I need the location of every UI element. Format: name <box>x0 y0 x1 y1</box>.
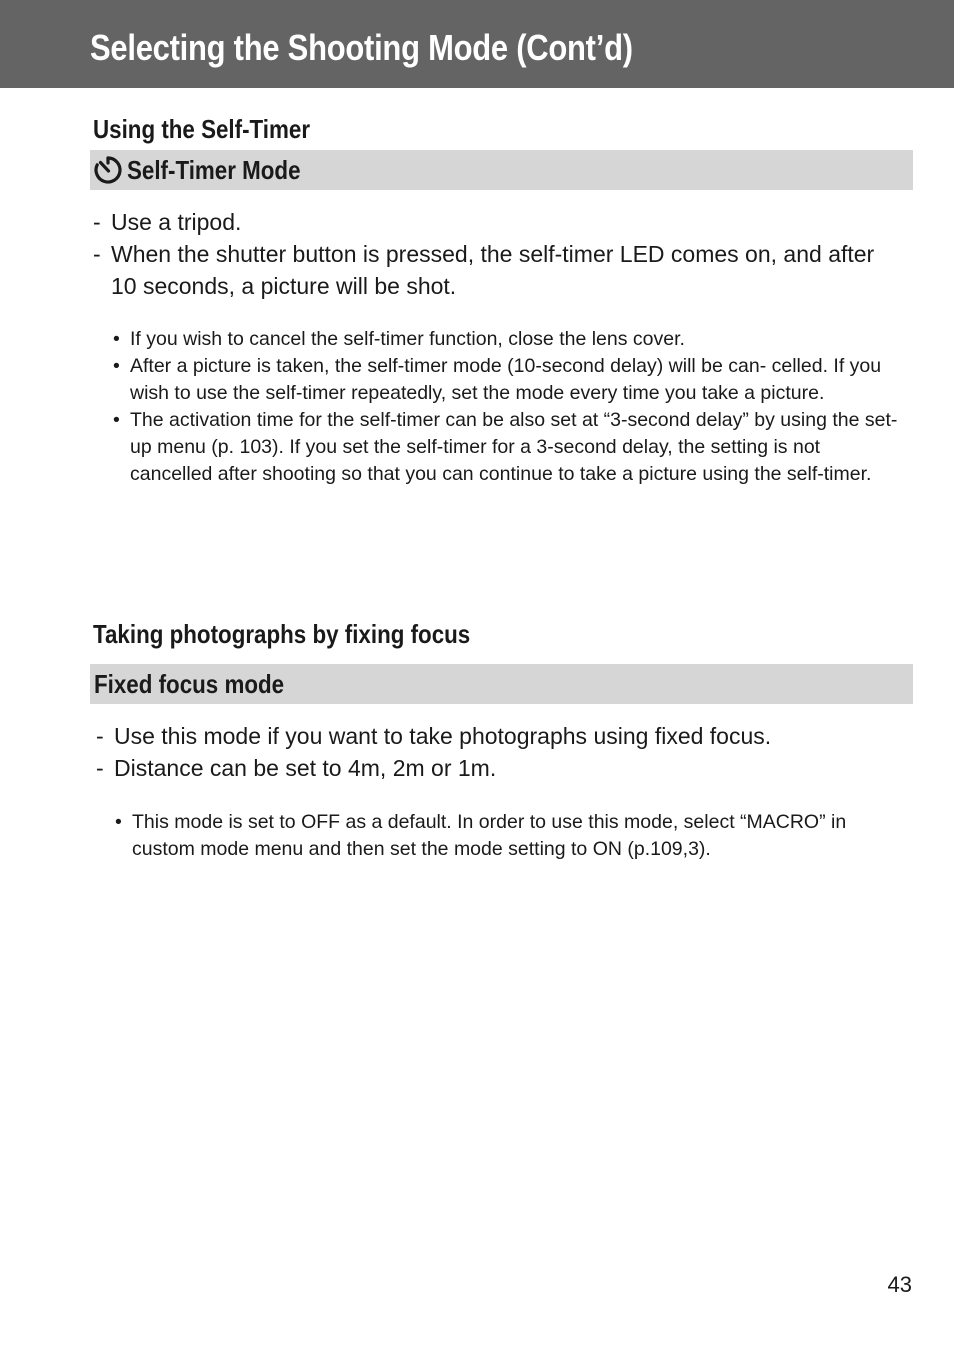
list-item: - Use this mode if you want to take photographs using fixed focus. <box>96 720 896 752</box>
page-number: 43 <box>887 1272 912 1297</box>
section-heading-fixed-focus: Taking photographs by fixing focus <box>93 619 471 649</box>
page-header <box>0 0 954 88</box>
list-item: • This mode is set to OFF as a default. In order to use this mode, select “MACRO” in custom mode menu and then set the mode setting to ON (p.109,3). <box>115 809 860 863</box>
self-timer-mode-label: Self-Timer Mode <box>127 155 301 185</box>
list-item: - When the shutter button is pressed, the self-timer LED comes on, and after 10 seconds, a picture will be shot. <box>93 238 883 302</box>
section-heading-self-timer: Using the Self-Timer <box>93 114 311 144</box>
page-title: Selecting the Shooting Mode (Cont’d) <box>90 27 633 68</box>
list-item: • The activation time for the self-timer can be also set at “3-second delay” by using the set-up menu (p. 103). If you set the self-timer for a 3-second delay, the setting is not cancelled after shooting so that you can continue to take a picture using the self-timer. <box>113 407 905 488</box>
list-item: - Use a tripod. <box>93 206 883 238</box>
list-item: • After a picture is taken, the self-timer mode (10-second delay) will be can- celled. If you wish to use the self-timer repeatedly, set the mode every time you take a picture. <box>113 353 905 407</box>
self-timer-icon <box>92 154 124 186</box>
self-timer-mode-bar <box>90 150 913 190</box>
fixed-focus-mode-bar <box>90 664 913 704</box>
list-item: - Distance can be set to 4m, 2m or 1m. <box>96 752 896 784</box>
fixed-focus-notes <box>115 809 860 863</box>
fixed-focus-mode-label: Fixed focus mode <box>94 669 285 699</box>
list-item: • If you wish to cancel the self-timer function, close the lens cover. <box>113 326 905 353</box>
self-timer-steps <box>93 206 883 302</box>
self-timer-notes <box>113 326 905 488</box>
fixed-focus-steps <box>96 720 896 784</box>
